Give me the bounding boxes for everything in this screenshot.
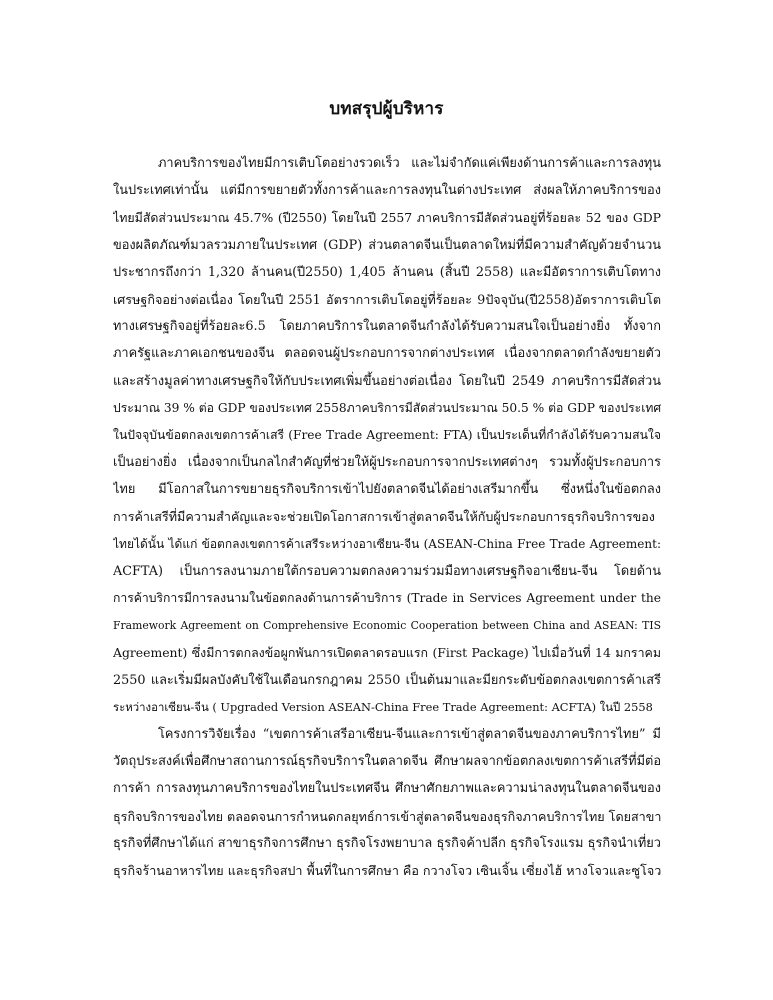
text-line: ภาครัฐและภาคเอกชนของจีน ตลอดจนผู้ประกอบการจากต่างประเทศ เนื่องจากตลาดกำลังขยายตัว xyxy=(113,346,661,362)
text-line: ธุรกิจร้านอาหารไทย และธุรกิจสปา พื้นที่ในการศึกษา คือ กวางโจว เซินเจิ้น เซี่ยงไฮ้ หางโจวและซูโจว xyxy=(113,862,661,878)
text-line: เศรษฐกิจอย่างต่อเนื่อง โดยในปี 2551 อัตราการเติบโตอยู่ที่ร้อยละ 9ปัจจุบัน(ปี2558)อัตราการเติบโต xyxy=(113,291,661,307)
text-line: เป็นอย่างยิ่ง เนื่องจากเป็นกลไกสำคัญที่ช่วยให้ผู้ประกอบการจากประเทศต่างๆ รวมทั้งผู้ประกอบการ xyxy=(113,455,661,471)
page-title: บทสรุปผู้บริหาร xyxy=(329,99,444,119)
text-line: 2550 และเริ่มมีผลบังคับใช้ในเดือนกรกฎาคม 2550 เป็นต้นมาและมียกระดับข้อตกลงเขตการค้าเสรี xyxy=(113,672,661,688)
text-line: ระหว่างอาเซียน-จีน ( Upgraded Version ASEAN-China Free Trade Agreement: ACFTA) ในปี 2558 xyxy=(113,699,653,714)
text-line: โครงการวิจัยเรื่อง “เขตการค้าเสรีอาเซียน-จีนและการเข้าสู่ตลาดจีนของภาคบริการไทย” มี xyxy=(158,726,661,742)
paragraph-2 xyxy=(113,721,661,884)
text-line: ไทยได้นั้น ได้แก่ ข้อตกลงเขตการค้าเสรีระหว่างอาเซียน-จีน (ASEAN-China Free Trade Agreement: xyxy=(113,536,661,551)
text-line: ธุรกิจบริการของไทย ตลอดจนการกำหนดกลยุทธ์การเข้าสู่ตลาดจีนของธุรกิจภาคบริการไทย โดยสาขา xyxy=(113,808,661,824)
text-line: การค้าเสรีที่มีความสำคัญและจะช่วยเปิดโอกาสการเข้าสู่ตลาดจีนให้กับผู้ประกอบการธุรกิจบริการของ xyxy=(113,509,655,525)
text-line: ทางเศรษฐกิจอยู่ที่ร้อยละ6.5 โดยภาคบริการในตลาดจีนกำลังได้รับความสนใจเป็นอย่างยิ่ง ทั้งจาก xyxy=(113,319,661,335)
text-line: ของผลิตภัณฑ์มวลรวมภายในประเทศ (GDP) ส่วนตลาดจีนเป็นตลาดใหม่ที่มีความสำคัญด้วยจำนวน xyxy=(113,237,661,253)
document-body xyxy=(113,150,661,884)
text-line: ในปัจจุบันข้อตกลงเขตการค้าเสรี (Free Trade Agreement: FTA) เป็นประเด็นที่กำลังได้รับความสนใจ xyxy=(113,427,661,442)
text-line: และสร้างมูลค่าทางเศรษฐกิจให้กับประเทศเพิ่มขึ้นอย่างต่อเนื่อง โดยในปี 2549 ภาคบริการมีสัดส่วน xyxy=(113,373,661,389)
text-line: ไทย มีโอกาสในการขยายธุรกิจบริการเข้าไปยังตลาดจีนได้อย่างเสรีมากขึ้น ซึ่งหนึ่งในข้อตกลง xyxy=(113,482,661,498)
text-line: Framework Agreement on Comprehensive Economic Cooperation between China and ASEAN: TIS xyxy=(113,619,661,633)
text-line: การค้า การลงทุนภาคบริการของไทยในประเทศจีน ศึกษาศักยภาพและความน่าลงทุนในตลาดจีนของ xyxy=(113,781,661,797)
text-line: ประมาณ 39 % ต่อ GDP ของประเทศ 2558ภาคบริการมีสัดส่วนประมาณ 50.5 % ต่อ GDP ของประเทศ xyxy=(113,400,661,415)
text-line: การค้าบริการมีการลงนามในข้อตกลงด้านการค้าบริการ (Trade in Services Agreement under the xyxy=(113,591,661,605)
text-line: ในประเทศเท่านั้น แต่มีการขยายตัวทั้งการค้าและการลงทุนในต่างประเทศ ส่งผลให้ภาคบริการของ xyxy=(113,183,661,199)
text-line: ภาคบริการของไทยมีการเติบโตอย่างรวดเร็ว และไม่จำกัดแค่เพียงด้านการค้าและการลงทุน xyxy=(158,156,661,171)
text-line: Agreement) ซึ่งมีการตกลงข้อผูกพันการเปิดตลาดรอบแรก (First Package) ไปเมื่อวันที่ 14 มกราคม xyxy=(113,645,661,661)
text-line: ธุรกิจที่ศึกษาได้แก่ สาขาธุรกิจการศึกษา ธุรกิจโรงพยาบาล ธุรกิจค้าปลีก ธุรกิจโรงแรม ธุรกิจนำเที่ยว xyxy=(113,835,661,851)
text-line: ACFTA) เป็นการลงนามภายใต้กรอบความตกลงความร่วมมือทางเศรษฐกิจอาเซียน-จีน โดยด้าน xyxy=(113,563,661,579)
text-line: วัตถุประสงค์เพื่อศึกษาสถานการณ์ธุรกิจบริการในตลาดจีน ศึกษาผลจากข้อตกลงเขตการค้าเสรีที่มีต่อ xyxy=(113,754,661,770)
text-line: ประชากรถึงกว่า 1,320 ล้านคน(ปี2550) 1,405 ล้านคน (สิ้นปี 2558) และมีอัตราการเติบโตทาง xyxy=(113,264,661,280)
text-line: ไทยมีสัดส่วนประมาณ 45.7% (ปี2550) โดยในปี 2557 ภาคบริการมีสัดส่วนอยู่ที่ร้อยละ 52 ของ GDP xyxy=(113,210,661,226)
paragraph-1 xyxy=(113,150,661,721)
